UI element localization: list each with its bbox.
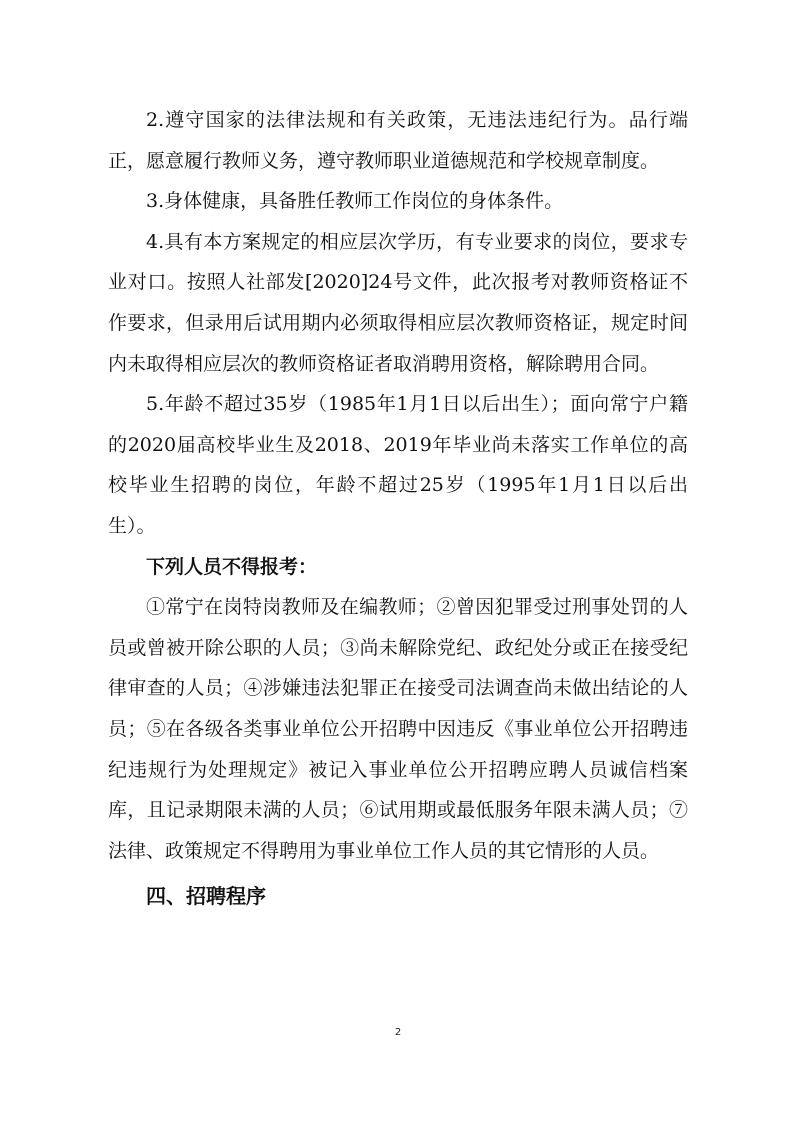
requirement-paragraph-3: 3.身体健康，具备胜任教师工作岗位的身体条件。 xyxy=(146,190,564,213)
exclusion-heading: 下列人员不得报考： xyxy=(146,555,318,578)
exclusion-paragraph: ①常宁在岗特岗教师及在编教师；②曾因犯罪受过刑事处罚的人员或曾被开除公职的人员；③尚未解除党纪、政纪处分或正在接受纪律审查的人员；④涉嫌违法犯罪正在接受司法调查尚未做出结论的人员；⑤在各级各类事业单位公开招聘中因违反《事业单位公开招聘违纪违规行为处理规定》被记入事业单位公开招聘应聘人员诚信档案库，且记录期限未满的人员；⑥试用期或最低服务年限未满人员；⑦法律、政策规定不得聘用为事业单位工作人员的其它情形的人员。 xyxy=(108,596,688,862)
requirement-paragraph-5: 5.年龄不超过35岁（1985年1月1日以后出生）；面向常宁户籍的2020届高校毕业生及2018、2019年毕业尚未落实工作单位的高校毕业生招聘的岗位，年龄不超过25岁（1995年1月1日以后出生）。 xyxy=(108,393,688,537)
page-number: 2 xyxy=(394,1027,402,1038)
section-heading: 四、招聘程序 xyxy=(146,884,266,909)
document-body xyxy=(108,100,688,917)
requirement-paragraph-2: 2.遵守国家的法律法规和有关政策，无违法违纪行为。品行端正，愿意履行教师义务，遵守教师职业道德规范和学校规章制度。 xyxy=(108,109,688,172)
requirement-paragraph-4: 4.具有本方案规定的相应层次学历，有专业要求的岗位，要求专业对口。按照人社部发[2020]24号文件，此次报考对教师资格证不作要求，但录用后试用期内必须取得相应层次教师资格证，规定时间内未取得相应层次的教师资格证者取消聘用资格，解除聘用合同。 xyxy=(108,230,688,375)
